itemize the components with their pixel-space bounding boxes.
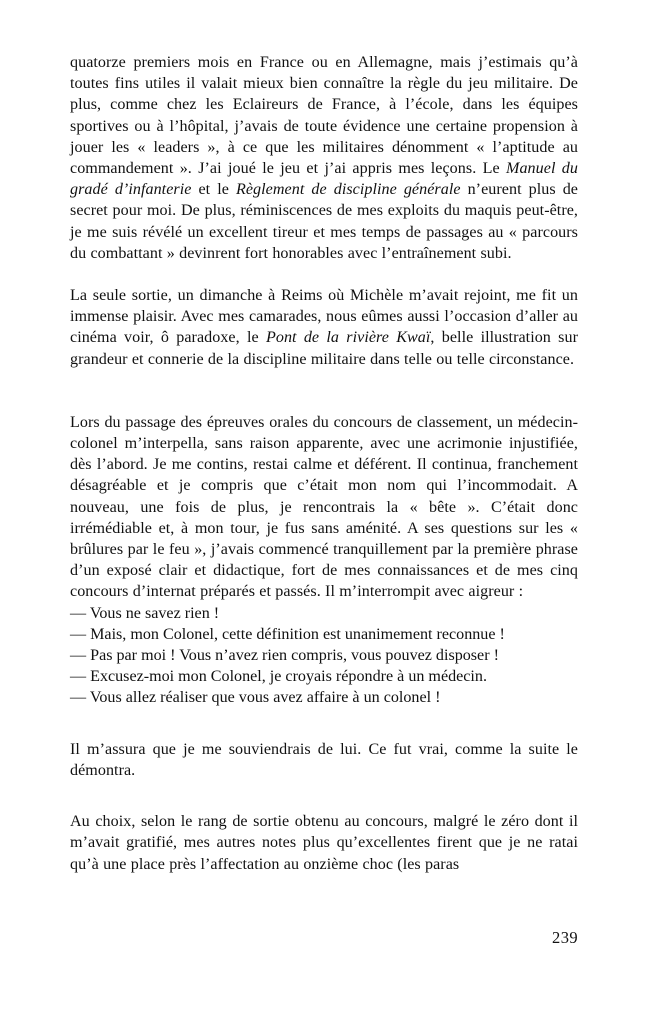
page-text-body xyxy=(70,52,578,875)
body-text: n’eurent plus de secret pour moi. De plus, réminiscences de mes exploits du maquis peut-être, je me suis révélé un excellent tireur et mes temps de passages au « parcours du combattant » devinrent fort honorables avec l’entraînement subi. xyxy=(70,181,579,262)
body-text: La seule sortie, un dimanche à Reims où Michèle m’avait rejoint, me fit un immense plaisir. Avec mes camarades, nous eûmes aussi l’occasion d’aller au cinéma voir, ô paradoxe, le xyxy=(70,287,578,347)
italic-title: Manuel du gradé d’infanterie xyxy=(70,160,578,199)
paragraph-1 xyxy=(70,52,578,264)
body-text: Lors du passage des épreuves orales du concours de classement, un médecin-colonel m’interpella, sans raison apparente, avec une acrimonie injustifiée, dès l’abord. Je me contins, restai calme et déférent. Il continua, franchement désagréable et je compris que c’était mon nom qui l’incommodait. A nouveau, une fois de plus, je rencontrais la « bête ». C’était donc irrémédiable et, à mon tour, je fus sans aménité. A ses questions sur les « brûlures par le feu », j’avais commencé tranquillement par la première phrase d’un exposé clair et didactique, fort de mes connaissances et de mes cinq concours d’internat préparés et passés. Il m’interrompit avec aigreur : xyxy=(70,413,578,601)
dialogue-line-2: — Mais, mon Colonel, cette définition est unanimement reconnue ! xyxy=(70,625,505,643)
italic-title: Règlement de discipline générale xyxy=(235,181,461,199)
italic-title: Pont de la rivière Kwaï xyxy=(265,329,431,347)
body-text: Il m’assura que je me souviendrais de lui. Ce fut vrai, comme la suite le démontra. xyxy=(70,740,578,779)
page-number: 239 xyxy=(552,928,578,947)
section-spacer xyxy=(70,370,578,412)
paragraph-4 xyxy=(70,739,578,781)
dialogue-line-1: — Vous ne savez rien ! xyxy=(70,604,220,622)
dialogue-line-4: — Excusez-moi mon Colonel, je croyais répondre à un médecin. xyxy=(70,668,487,686)
body-text: Au choix, selon le rang de sortie obtenu au concours, malgré le zéro dont il m’avait gratifié, mes autres notes plus qu’excellentes firent que je ne ratai qu’à une place près l’affectation au onzième choc (les paras xyxy=(70,813,578,873)
body-text: quatorze premiers mois en France ou en Allemagne, mais j’estimais qu’à toutes fins utiles il valait mieux bien connaître la règle du jeu militaire. De plus, comme chez les Eclaireurs de France, à l’école, dans les équipes sportives ou à l’hôpital, j’avais de toute évidence une certaine propension à jouer les « leaders », à ce que les militaires dénomment « l’aptitude au commandement ». J’ai joué le jeu et j’ai appris mes leçons. Le xyxy=(70,54,578,178)
dialogue-line-3: — Pas par moi ! Vous n’avez rien compris, vous pouvez disposer ! xyxy=(70,647,499,665)
paragraph-3 xyxy=(70,412,578,603)
paragraph-2 xyxy=(70,285,578,370)
dialogue-line-5: — Vous allez réaliser que vous avez affaire à un colonel ! xyxy=(70,689,441,707)
paragraph-spacer xyxy=(70,264,578,285)
paragraph-spacer xyxy=(70,781,578,811)
paragraph-5 xyxy=(70,811,578,875)
paragraph-spacer xyxy=(70,709,578,739)
body-text: et le xyxy=(191,181,236,199)
body-text: , belle illustration sur grandeur et connerie de la discipline militaire dans telle ou telle circonstance. xyxy=(70,329,579,368)
